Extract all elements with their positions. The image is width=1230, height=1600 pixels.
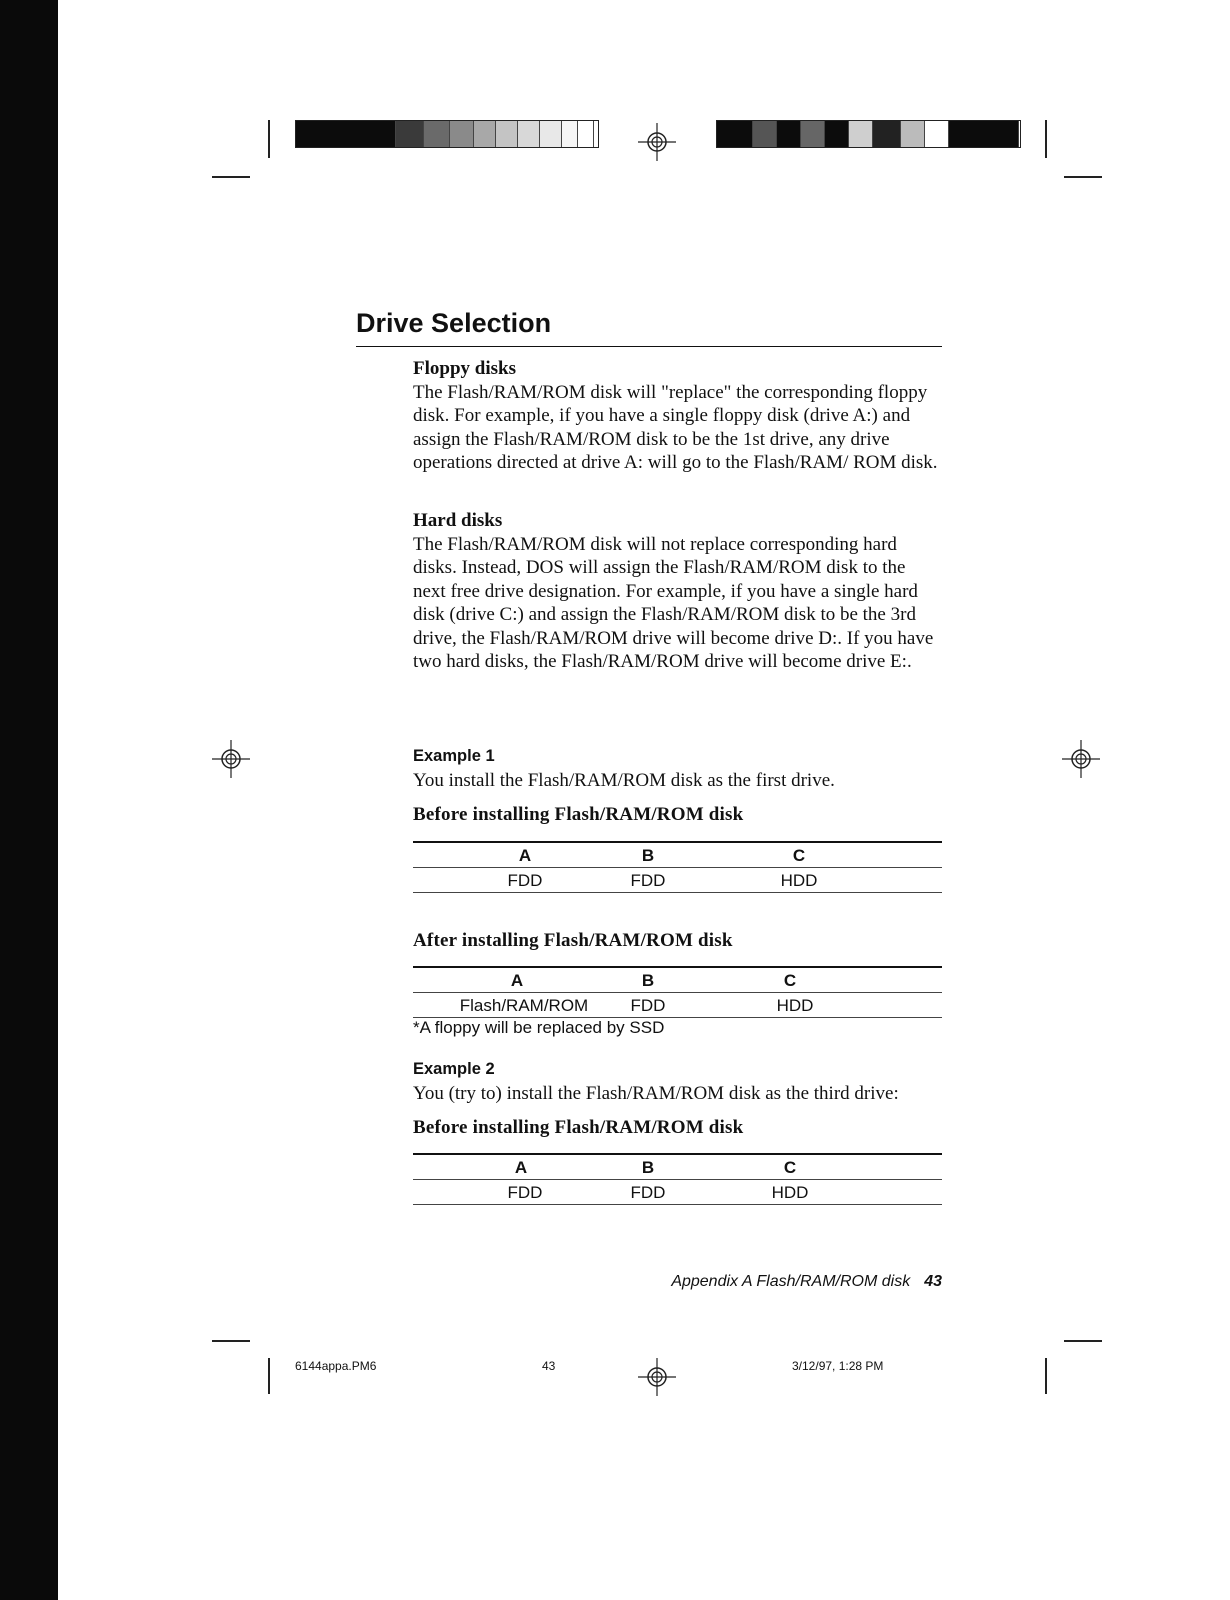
crop-mark — [1064, 1340, 1102, 1342]
table-header-cell: A — [514, 1158, 528, 1177]
crop-mark — [1045, 120, 1047, 158]
example2-heading: Example 2 — [413, 1060, 495, 1078]
example1-section — [413, 745, 943, 792]
table-cell: FDD — [630, 996, 666, 1015]
crop-mark — [1045, 1358, 1047, 1394]
hard-section — [413, 509, 941, 674]
table-cell: FDD — [507, 1183, 543, 1202]
floppy-heading: Floppy disks — [413, 358, 516, 379]
footer-section: Appendix A Flash/RAM/ROM disk — [671, 1273, 911, 1290]
table-header-cell: C — [792, 846, 806, 865]
table-footnote: *A floppy will be replaced by SSD — [413, 1018, 665, 1037]
registration-target-icon — [212, 740, 250, 778]
footer-page-number: 43 — [924, 1273, 942, 1290]
table-header-cell: C — [783, 1158, 797, 1177]
example1-heading: Example 1 — [413, 747, 495, 765]
table-cell: Flash/RAM/ROM — [459, 996, 589, 1015]
floppy-section — [413, 357, 943, 475]
table-header-cell: A — [510, 971, 524, 990]
example1-before-table — [413, 841, 942, 893]
example1-after-heading: After installing Flash/RAM/ROM disk — [413, 930, 733, 951]
floppy-text: The Flash/RAM/ROM disk will "replace" the corresponding floppy disk. For example, if you have a single floppy disk (drive A:) and assign the Flash/RAM/ROM disk to be the 1st drive, any drive operations directed at drive A: will go to the Flash/RAM/ ROM disk. — [413, 381, 938, 473]
table-cell: FDD — [630, 1183, 666, 1202]
table-row — [413, 868, 942, 893]
slug-file: 6144appa.PM6 — [295, 1359, 377, 1373]
crop-mark — [212, 1340, 250, 1342]
table-header-cell: C — [783, 971, 797, 990]
registration-target-icon — [1062, 740, 1100, 778]
table-header-row — [413, 966, 942, 993]
crop-mark — [268, 1358, 270, 1394]
table-header-cell: B — [641, 1158, 655, 1177]
table-row — [413, 1180, 942, 1205]
crop-mark — [268, 120, 270, 158]
example1-before-heading: Before installing Flash/RAM/ROM disk — [413, 804, 744, 825]
table-cell: HDD — [776, 996, 814, 1015]
table-header-cell: A — [518, 846, 532, 865]
table-row — [413, 993, 942, 1018]
title-rule — [356, 346, 942, 347]
scan-edge — [0, 0, 58, 1600]
table-cell: FDD — [507, 871, 543, 890]
crop-mark — [1064, 176, 1102, 178]
table-cell: HDD — [780, 871, 818, 890]
table-header-cell: B — [641, 971, 655, 990]
table-header-row — [413, 1153, 942, 1180]
registration-target-icon — [638, 1358, 676, 1396]
running-footer — [671, 1273, 942, 1291]
slug-page: 43 — [542, 1359, 556, 1373]
example1-after-table — [413, 966, 942, 1018]
hard-text: The Flash/RAM/ROM disk will not replace corresponding hard disks. Instead, DOS will assign the Flash/RAM/ROM disk to the next free drive designation. For example, if you have a single hard disk (drive C:) and assign the Flash/RAM/ROM disk to be the 3rd drive, the Flash/RAM/ROM drive will become drive D:. If you have two hard disks, the Flash/RAM/ROM drive will become drive E:. — [413, 533, 934, 672]
color-bar-right — [716, 120, 1021, 148]
example2-section — [413, 1058, 943, 1105]
color-bar-left — [295, 120, 599, 148]
example2-before-table — [413, 1153, 942, 1205]
example2-text: You (try to) install the Flash/RAM/ROM disk as the third drive: — [413, 1082, 899, 1104]
crop-mark — [212, 176, 250, 178]
table-header-row — [413, 841, 942, 868]
slug-date: 3/12/97, 1:28 PM — [792, 1359, 884, 1373]
table-cell: FDD — [630, 871, 666, 890]
table-cell: HDD — [771, 1183, 809, 1202]
registration-target-icon — [638, 123, 676, 161]
example2-before-heading: Before installing Flash/RAM/ROM disk — [413, 1117, 744, 1138]
table-header-cell: B — [641, 846, 655, 865]
example1-text: You install the Flash/RAM/ROM disk as the first drive. — [413, 769, 835, 791]
page-title: Drive Selection — [356, 308, 552, 338]
hard-heading: Hard disks — [413, 510, 503, 531]
